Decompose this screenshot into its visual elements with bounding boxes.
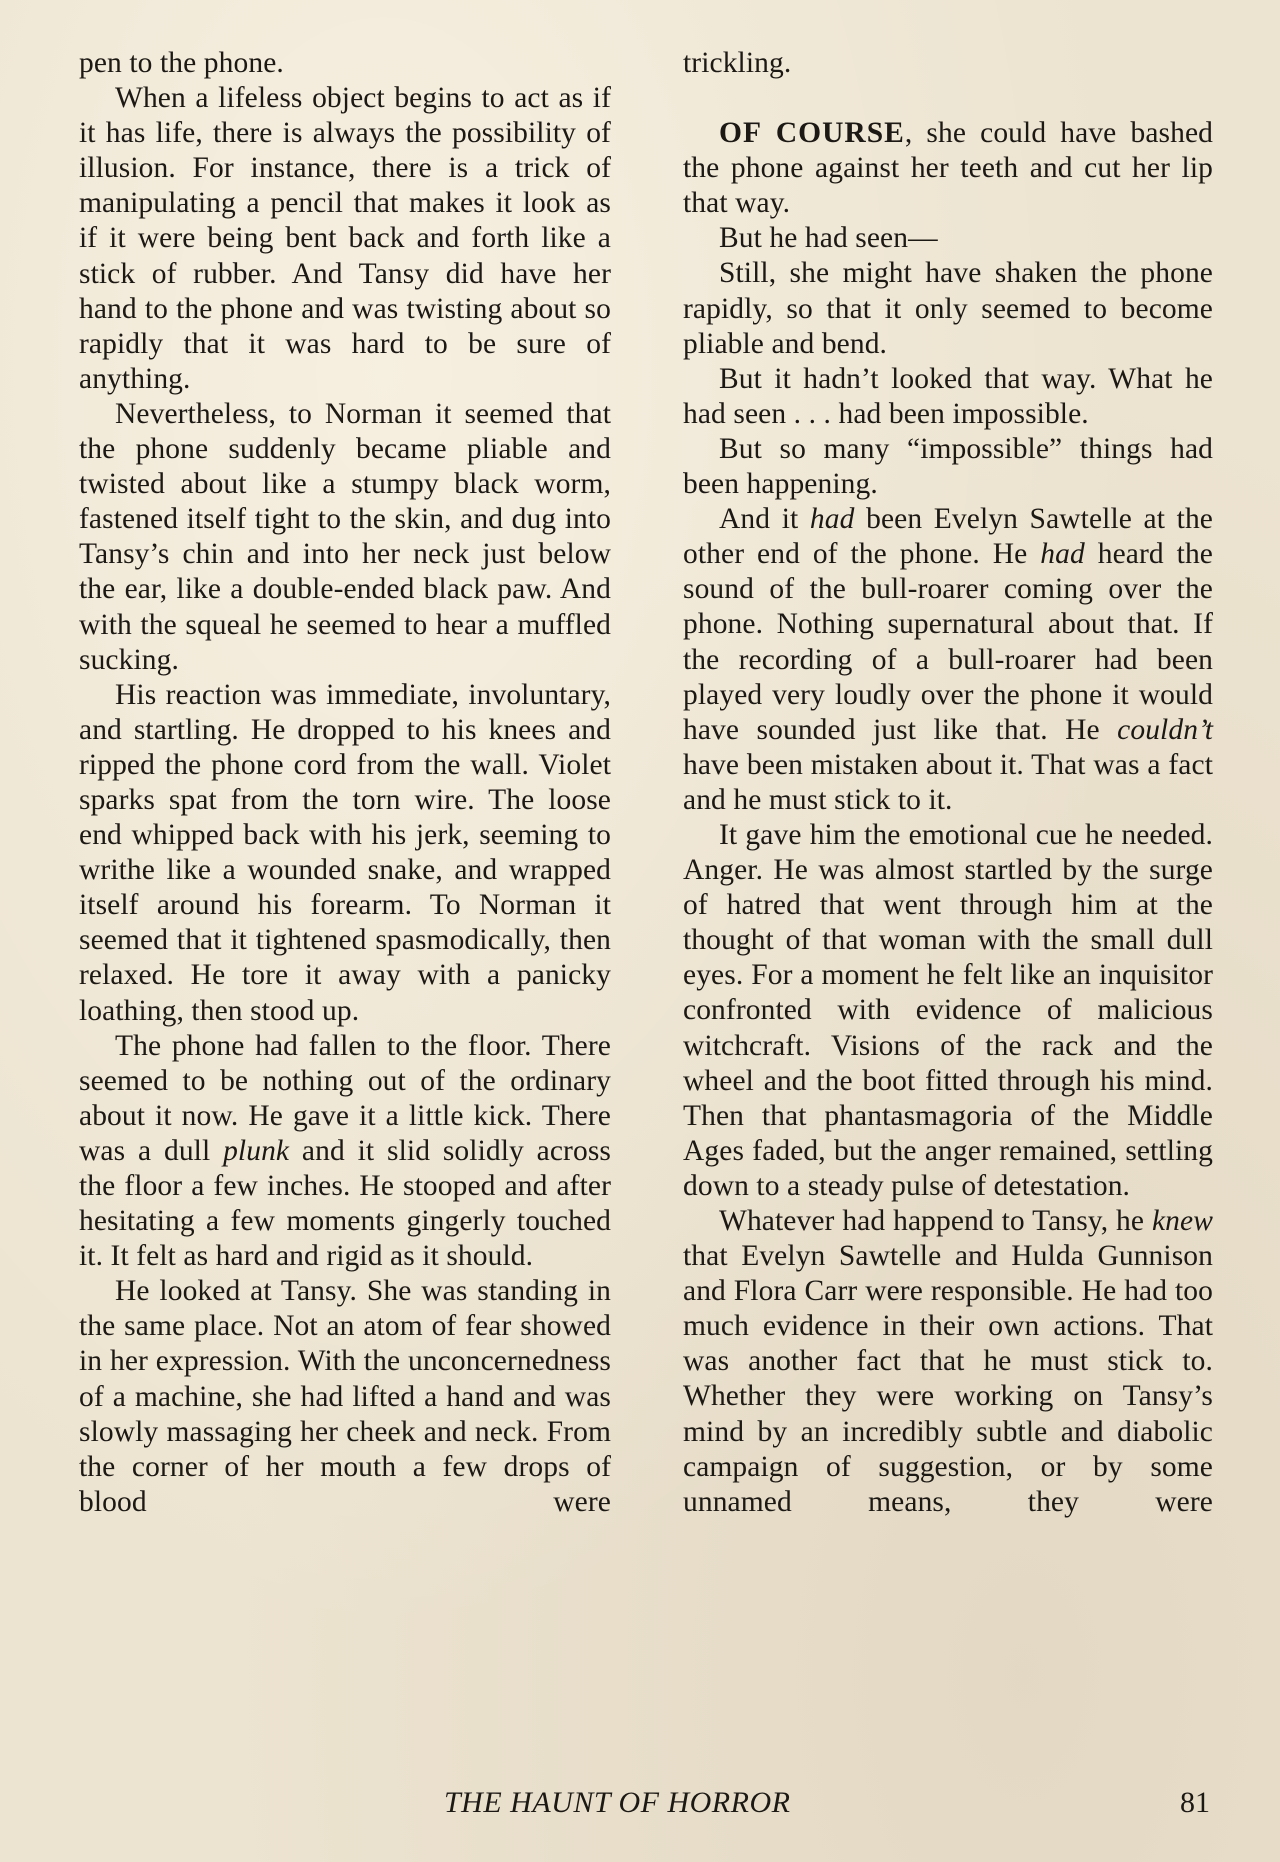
paragraph-shaken: Still, she might have shaken the phone rapidly, so that it only seemed to become pliable and bend. — [683, 257, 1213, 360]
italic-word: had — [809, 503, 855, 536]
paragraph-continuation: pen to the phone. — [79, 47, 284, 79]
italic-word: couldn’t — [1117, 713, 1213, 746]
left-column — [79, 46, 611, 1520]
paragraph-of-course — [683, 116, 1213, 221]
paragraph-looked-at-tansy: He looked at Tansy. She was standing in the same place. Not an atom of fear showed in her expression. With the unconcernedness of a machine, she had lifted a hand and was slowly massaging her cheek and neck. From the corner of her mouth a few drops of blood were — [79, 1275, 611, 1518]
italic-word: knew — [1151, 1205, 1213, 1237]
text-run: , she could have bashed the phone against her teeth and cut her lip that way. — [683, 117, 1213, 220]
section-lead-in: OF COURSE — [719, 117, 905, 150]
paragraph-anger: It gave him the emotional cue he needed. Anger. He was almost startled by the surge of hatred that went through him at the thought of that woman with the small dull eyes. For a moment he felt like an inquisitor confronted with evidence of malicious witchcraft. Visions of the rack and the wheel and the boot fitted through his mind. Then that phantasmagoria of the Middle Ages faded, but the anger remained, settling down to a steady pulse of detestation. — [683, 818, 1213, 1202]
text-run: that Evelyn Sawtelle and Hulda Gunnison and Flora Carr were responsible. He had too much evidence in their own actions. That was another fact that he must stick to. Whether they were working on Tansy’s mind by an incredibly subtle and diabolic campaign of suggestion, or by some unnamed means, they were — [683, 1240, 1213, 1518]
page-number: 81 — [1180, 1786, 1210, 1819]
text-run: And it — [719, 503, 810, 536]
text-run: Whatever had happend to Tansy, he — [719, 1205, 1152, 1237]
paragraph-so-many: But so many “impossible” things had been happening. — [683, 432, 1213, 501]
right-column — [683, 46, 1213, 1520]
text-run: The phone had fallen to the floor. There seemed to be nothing out of the ordinary about it now. He gave it a little kick. There was a dull — [79, 1029, 611, 1167]
paragraph-illusion: When a lifeless object begins to act as if it has life, there is always the possibility of illusion. For instance, there is a trick of manipulating a pencil that makes it look as if it were being bent back and forth like a stick of rubber. And Tansy did have her hand to the phone and was twisting about so rapidly that it was hard to be sure of anything. — [79, 82, 611, 395]
paragraph-reaction: His reaction was immediate, involuntary, and startling. He dropped to his knees and ripped the phone cord from the wall. Violet sparks spat from the torn wire. The loose end whipped back with his jerk, seeming to writhe like a wounded snake, and wrapped itself around his forearm. To Norman it seemed that it tightened spasmodically, then relaxed. He tore it away with a panicky loathing, then stood up. — [79, 678, 611, 1027]
paragraph-trickling: trickling. — [683, 47, 792, 79]
paragraph-whatever — [683, 1204, 1213, 1520]
paragraph-impossible: But it hadn’t looked that way. What he had seen . . . had been impossible. — [683, 362, 1213, 430]
text-run: heard the sound of the bull-roarer coming over the phone. Nothing supernatural about that. If the recording of a bull-roarer had been played very loudly over the phone it would have sounded just like that. He — [683, 538, 1213, 746]
italic-word: had — [1040, 538, 1085, 571]
text-run: and it slid solidly across the floor a few inches. He stooped and after hesitating a few moments gingerly touched it. It felt as hard and rigid as it should. — [79, 1134, 611, 1273]
running-footer-title: THE HAUNT OF HORROR — [444, 1786, 791, 1819]
paragraph-evelyn — [683, 502, 1213, 818]
text-run: have been mistaken about it. That was a fact and he must stick to it. — [683, 748, 1213, 816]
paragraph-phone-twist: Nevertheless, to Norman it seemed that the phone suddenly became pliable and twisted about like a stumpy black worm, fastened itself tight to the skin, and dug into Tansy’s chin and into her neck just below the ear, like a double-ended black paw. And with the squeal he seemed to hear a muffled sucking. — [79, 397, 611, 676]
paragraph-he-had-seen: But he had seen— — [719, 222, 938, 255]
text-run: been Evelyn Sawtelle at the other end of the phone. He — [683, 503, 1213, 571]
paragraph-phone-floor — [79, 1029, 611, 1275]
italic-word: plunk — [223, 1134, 290, 1167]
